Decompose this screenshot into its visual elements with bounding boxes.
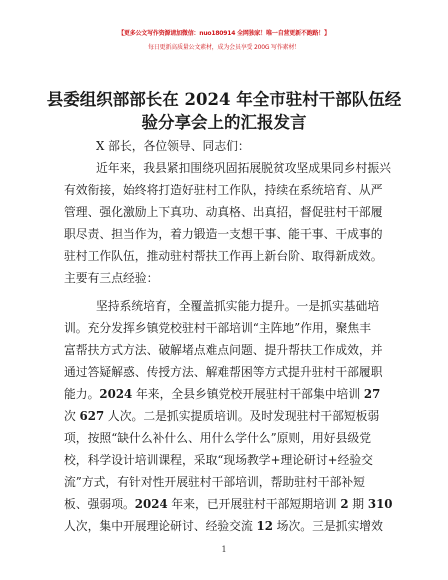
paragraph-line: 校，科学设计培训课程，采取“现场教学+理论研讨+经验交 (64, 453, 373, 467)
paragraph-line: 板、强弱项。2024 年来，已开展驻村干部短期培训 2 期 310 (64, 497, 393, 511)
paragraph-line: 驻村工作队伍，推动驻村帮扶工作再上新台阶、取得新成效。 (64, 249, 383, 263)
paragraph-line: 坚持系统培育，全覆盖抓实能力提升。一是抓实基础培 (96, 299, 380, 313)
document-title-line-2: 验分享会上的汇报发言 (141, 113, 307, 132)
paragraph-line: 人次，集中开展理论研讨、经验交流 12 场次。三是抓实增效 (64, 519, 383, 533)
promo-banner-line-2: 每日更新高质量公文素材，成为会员享受 200G 写作素材！ (147, 44, 301, 51)
paragraph-line: 次 627 人次。二是抓实提质培训。及时发现驻村干部短板弱 (64, 409, 380, 423)
salutation: X 部长，各位领导、同志们： (96, 139, 250, 153)
paragraph-line: 通过答疑解惑、传授方法、解难帮困等方式提升驻村干部履职 (64, 365, 383, 379)
promo-banner-line-1: 【更多公文写作资源请加微信：nuo180914 全网独家！唯一自营更新不跑路！】 (118, 30, 330, 37)
document-title-line-1: 县委组织部部长在 2024 年全市驻村干部队伍经 (46, 90, 402, 109)
paragraph-line: 项，按照“缺什么补什么、用什么学什么”原则，用好县级党 (64, 431, 371, 445)
paragraph-line: 近年来，我县紧扣围绕巩固拓展脱贫攻坚成果同乡村振兴 (96, 161, 391, 175)
paragraph-line: 职尽责、担当作为，着力锻造一支想干事、能干事、干成事的 (64, 227, 383, 241)
paragraph-line: 富帮扶方式方法、破解堵点难点问题、提升帮扶工作成效，并 (64, 343, 383, 357)
paragraph-line: 能力。2024 年来，全县乡镇党校开展驻村干部集中培训 27 (64, 387, 381, 401)
paragraph-line: 管理、强化激励上下真功、动真格、出真招，督促驻村干部履 (64, 205, 383, 219)
paragraph-line: 主要有三点经验： (64, 271, 159, 285)
paragraph-line: 流”方式，有针对性开展驻村干部培训，帮助驻村干部补短 (64, 475, 365, 489)
page-number: 1 (221, 545, 227, 554)
paragraph-line: 训。充分发挥乡镇党校驻村干部培训“主阵地”作用，聚焦丰 (64, 321, 371, 335)
paragraph-line: 有效衔接，始终将打造好驻村工作队，持续在系统培育、从严 (64, 183, 383, 197)
